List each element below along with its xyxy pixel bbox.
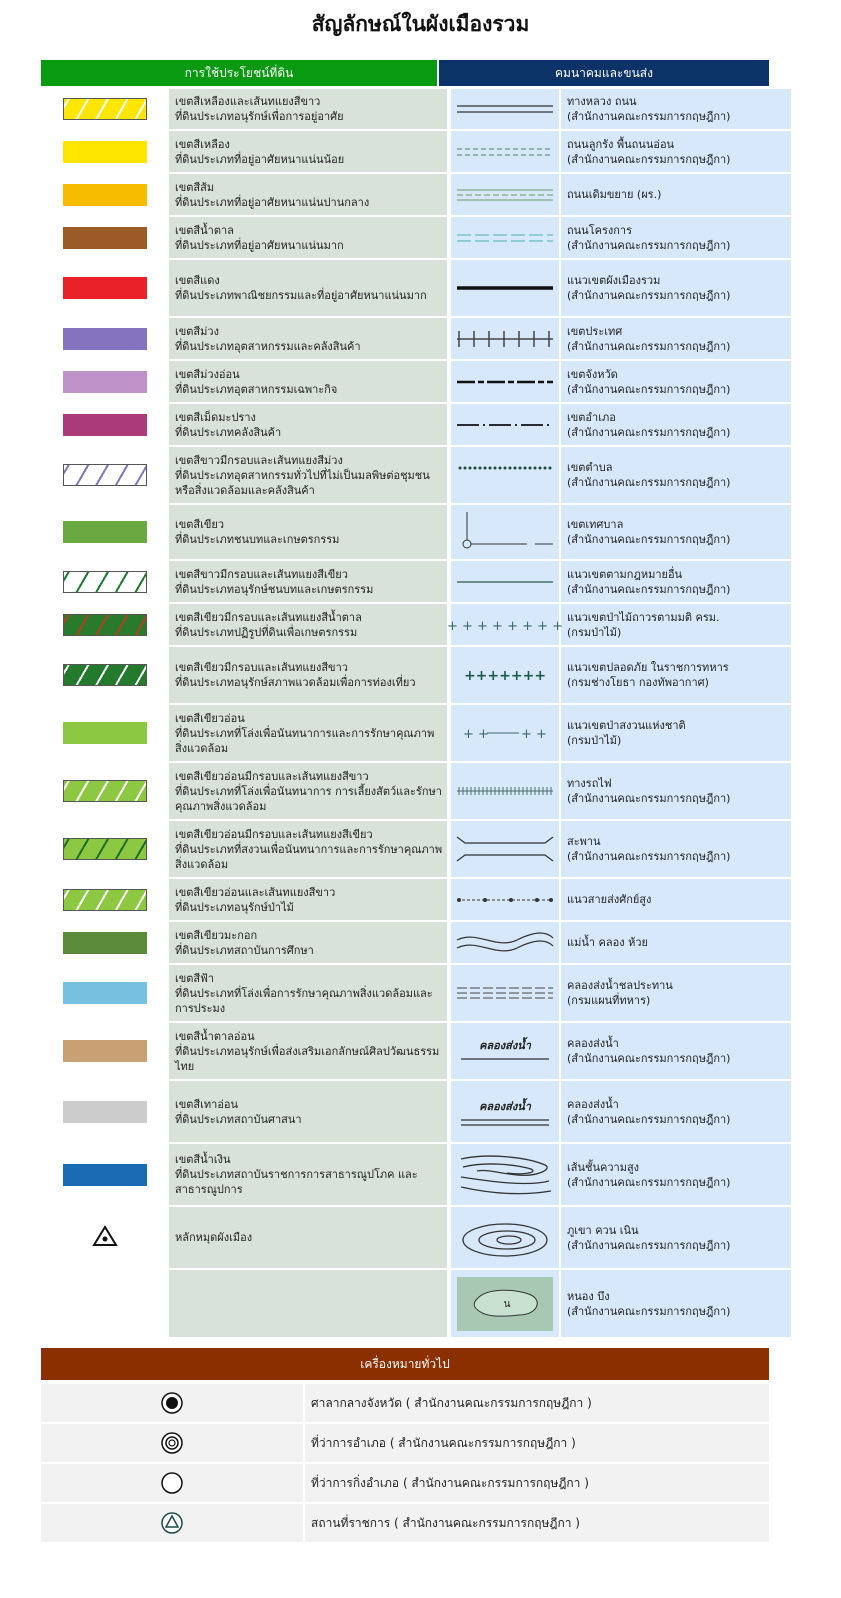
transport-name: แนวเขตปลอดภัย ในราชการทหาร (567, 661, 729, 674)
legend-row (41, 89, 791, 129)
transport-agency: (กรมป่าไม้) (567, 625, 622, 639)
transport-name: ทางหลวง ถนน (567, 95, 637, 108)
widened-road-icon (457, 180, 553, 210)
landuse-symbol-cell (41, 131, 169, 172)
transport-symbol-cell (449, 174, 559, 215)
landuse-text-cell (169, 361, 449, 402)
legend-row (41, 217, 791, 258)
transport-name: เขตประเทศ (567, 324, 623, 338)
transport-text-cell (559, 318, 791, 359)
legend-row (41, 705, 791, 761)
transport-symbol-cell (449, 1270, 559, 1337)
landuse-symbol-cell (41, 447, 169, 503)
landuse-desc: ที่ดินประเภทสถาบันการศึกษา (175, 943, 314, 957)
landuse-desc: ที่ดินประเภทพาณิชยกรรมและที่อยู่อาศัยหนาแน่นมาก (175, 289, 427, 302)
landuse-desc: ที่ดินประเภทชนบทและเกษตรกรรม (175, 533, 340, 546)
mountain-icon (457, 1214, 553, 1262)
landuse-header: การใช้ประโยชน์ที่ดิน (41, 60, 437, 86)
landuse-text-cell (169, 647, 449, 703)
transport-agency: (กรมแผนที่ทหาร) (567, 994, 651, 1007)
landuse-desc: ที่ดินประเภทที่โล่งเพื่อการรักษาคุณภาพสิ่งแวดล้อมและการประมง (175, 986, 433, 1015)
transport-name: ทางรถไฟ (567, 777, 612, 790)
transport-symbol-cell (449, 361, 559, 402)
transport-name: หนอง บึง (567, 1289, 610, 1303)
landuse-swatch (63, 838, 147, 860)
landuse-swatch (63, 371, 147, 393)
landuse-swatch (63, 277, 147, 299)
landuse-name: เขตสีเขียวมีกรอบและเส้นทแยงสีขาว (175, 661, 348, 674)
landuse-desc: ที่ดินประเภทสถาบันราชการการสาธารณูปโภค และสาธารณูปการ (175, 1168, 418, 1196)
transport-header: คมนาคมและขนส่ง (439, 60, 769, 86)
general-row (41, 1384, 769, 1422)
landuse-symbol-cell (41, 1144, 169, 1205)
irrigation-canal-icon (457, 978, 553, 1008)
legend-row (41, 922, 791, 963)
landuse-text-cell (169, 763, 449, 819)
transport-agency: (สำนักงานคณะกรรมการกฤษฎีกา) (567, 1052, 731, 1065)
transport-text-cell (559, 763, 791, 819)
landuse-name: เขตสีเหลืองและเส้นทแยงสีขาว (175, 95, 321, 108)
general-table (41, 1382, 769, 1544)
transport-text-cell (559, 361, 791, 402)
transport-text-cell (559, 1023, 791, 1079)
transport-name: เขตตำบล (567, 461, 613, 474)
transport-text-cell (559, 447, 791, 503)
landuse-symbol-cell (41, 89, 169, 129)
landuse-symbol-cell (41, 821, 169, 877)
landuse-symbol-cell (41, 1207, 169, 1268)
landuse-text-cell (169, 705, 449, 761)
legend-row (41, 447, 791, 503)
municipality-border-icon (457, 510, 553, 554)
district-office-icon (160, 1431, 184, 1455)
general-icon-cell (41, 1504, 305, 1542)
landuse-desc: ที่ดินประเภทอนุรักษ์เพื่อส่งเสริมเอกลักษณ์ศิลปวัฒนธรรมไทย (175, 1044, 440, 1073)
landuse-symbol-cell (41, 1081, 169, 1142)
canal-label-icon-2 (457, 1090, 553, 1134)
legend-row (41, 1144, 791, 1205)
svg-text:คลองส่งน้ำ: คลองส่งน้ำ (479, 1099, 531, 1113)
landuse-desc: ที่ดินประเภทอุตสาหกรรมเฉพาะกิจ (175, 382, 338, 396)
transport-agency: (สำนักงานคณะกรรมการกฤษฎีกา) (567, 1304, 731, 1318)
legend-row (41, 1023, 791, 1079)
landuse-text-cell (169, 260, 449, 316)
landuse-name: เขตสีขาวมีกรอบและเส้นทแยงสีเขียว (175, 567, 348, 581)
legend-row (41, 1270, 791, 1337)
transport-text-cell (559, 217, 791, 258)
contour-icon (457, 1151, 553, 1199)
landuse-symbol-cell (41, 965, 169, 1021)
transport-symbol-cell (446, 604, 564, 645)
general-label: ที่ว่าการอำเภอ ( สำนักงานคณะกรรมการกฤษฎีกา ) (305, 1424, 769, 1462)
national-border-icon (457, 324, 553, 354)
government-office-icon (160, 1511, 184, 1535)
landuse-name: เขตสีเขียวอ่อนและเส้นทแยงสีขาว (175, 885, 336, 899)
legend-row (41, 763, 791, 819)
landuse-name: เขตสีเขียวอ่อนมีกรอบและเส้นทแยงสีเขียว (175, 827, 373, 841)
landuse-symbol-cell (41, 705, 169, 761)
landuse-swatch (63, 982, 147, 1004)
landuse-text-cell (169, 1023, 449, 1079)
svg-text:+++++++: +++++++ (463, 668, 547, 684)
transport-text-cell (559, 505, 791, 559)
landuse-symbol-cell (41, 647, 169, 703)
landuse-text-cell (169, 1081, 449, 1142)
transport-symbol-cell (449, 647, 559, 703)
transport-name: ภูเขา ควน เนิน (567, 1223, 639, 1237)
transport-name: ถนนโครงการ (567, 223, 632, 237)
transport-text-cell (559, 1270, 791, 1337)
national-reserve-icon (457, 718, 553, 748)
transport-agency: (สำนักงานคณะกรรมการกฤษฎีกา) (567, 1238, 731, 1252)
landuse-name: เขตสีเทาอ่อน (175, 1097, 239, 1111)
landuse-swatch (63, 464, 147, 486)
transport-text-cell (559, 922, 791, 963)
landuse-text-cell (169, 821, 449, 877)
landuse-text-cell (169, 131, 449, 172)
transport-name: ถนนเดิมขยาย (ผร.) (567, 188, 662, 201)
landuse-swatch (63, 1040, 147, 1062)
landuse-text-cell (169, 1207, 449, 1268)
svg-text:+ +: + + (521, 727, 547, 742)
transport-name: แม่น้ำ คลอง ห้วย (567, 936, 648, 949)
page-title: สัญลักษณ์ในผังเมืองรวม (311, 12, 530, 36)
transport-agency: (สำนักงานคณะกรรมการกฤษฎีกา) (567, 850, 731, 863)
transport-text-cell (559, 131, 791, 172)
transport-symbol-cell (449, 1081, 559, 1142)
landuse-swatch (63, 1164, 147, 1186)
landuse-name: เขตสีเหลือง (175, 137, 230, 151)
military-safety-icon (457, 660, 553, 690)
landuse-name: เขตสีขาวมีกรอบและเส้นทแยงสีม่วง (175, 453, 343, 467)
transport-agency: (สำนักงานคณะกรรมการกฤษฎีกา) (567, 1112, 731, 1126)
transport-agency: (สำนักงานคณะกรรมการกฤษฎีกา) (567, 582, 731, 596)
bridge-icon (457, 831, 553, 867)
landuse-desc: ที่ดินประเภทปฏิรูปที่ดินเพื่อเกษตรกรรม (175, 625, 358, 639)
transport-symbol-cell (449, 821, 559, 877)
transport-symbol-cell (449, 505, 559, 559)
highway-line-icon (457, 94, 553, 124)
landuse-swatch (63, 932, 147, 954)
landuse-text-cell (169, 1144, 449, 1205)
landuse-text-cell (169, 965, 449, 1021)
transport-symbol-cell (449, 561, 559, 602)
transport-name: แนวสายส่งศักย์สูง (567, 893, 652, 906)
legend-row (41, 965, 791, 1021)
landuse-symbol-cell (41, 763, 169, 819)
general-row (41, 1464, 769, 1502)
transport-name: ถนนลูกรัง พื้นถนนอ่อน (567, 137, 675, 151)
canal-label-icon (457, 1029, 553, 1073)
landuse-text-cell (169, 561, 449, 602)
general-header: เครื่องหมายทั่วไป (41, 1348, 769, 1380)
landuse-symbol-cell (41, 604, 169, 645)
survey-marker-icon (92, 1225, 118, 1247)
legend-row (41, 505, 791, 559)
transport-symbol-cell (449, 879, 559, 920)
landuse-desc: ที่ดินประเภทอุตสาหกรรมทั่วไปที่ไม่เป็นมลพิษต่อชุมชนหรือสิ่งแวดล้อมและคลังสินค้า (175, 468, 430, 497)
landuse-name: เขตสีน้ำเงิน (175, 1153, 231, 1166)
swamp-icon (457, 1277, 553, 1331)
landuse-name: เขตสีเขียวมีกรอบและเส้นทแยงสีน้ำตาล (175, 610, 362, 624)
landuse-symbol-cell (41, 505, 169, 559)
landuse-swatch (63, 571, 147, 593)
landuse-name: เขตสีน้ำตาล (175, 223, 234, 237)
transport-name: เขตอำเภอ (567, 410, 616, 424)
landuse-swatch (63, 227, 147, 249)
transport-name: เส้นชั้นความสูง (567, 1160, 640, 1174)
transport-symbol-cell (449, 1023, 559, 1079)
transport-name: เขตเทศบาล (567, 518, 624, 531)
landuse-name: เขตสีม่วง (175, 324, 219, 338)
landuse-text-cell (169, 879, 449, 920)
landuse-text-cell (169, 174, 449, 215)
transport-name: คลองส่งน้ำ (567, 1097, 619, 1111)
planned-road-icon (457, 223, 553, 253)
landuse-swatch (63, 889, 147, 911)
transport-symbol-cell (449, 705, 559, 761)
transport-name: เขตจังหวัด (567, 367, 618, 381)
power-line-icon (457, 885, 553, 915)
transport-symbol-cell (449, 318, 559, 359)
transport-text-cell (559, 1144, 791, 1205)
landuse-name: เขตสีแดง (175, 274, 220, 287)
general-row (41, 1424, 769, 1462)
legend-row (41, 879, 791, 920)
transport-agency: (สำนักงานคณะกรรมการกฤษฎีกา) (567, 110, 731, 123)
transport-symbol-cell (449, 763, 559, 819)
legend-row (41, 821, 791, 877)
general-icon-cell (41, 1464, 305, 1502)
landuse-symbol-cell (41, 361, 169, 402)
transport-text-cell (559, 260, 791, 316)
svg-text:+ + + + + + + +: + + + + + + + + (446, 618, 564, 634)
legend-row (41, 604, 791, 645)
legend-row (41, 174, 791, 215)
transport-agency: (สำนักงานคณะกรรมการกฤษฎีกา) (567, 425, 731, 439)
landuse-symbol-cell (41, 404, 169, 445)
landuse-swatch (63, 1101, 147, 1123)
transport-agency: (สำนักงานคณะกรรมการกฤษฎีกา) (567, 476, 731, 489)
landuse-desc: ที่ดินประเภทที่อยู่อาศัยหนาแน่นน้อย (175, 152, 345, 166)
permanent-forest-icon (446, 610, 564, 640)
transport-text-cell (559, 561, 791, 602)
landuse-name: เขตสีเขียว (175, 518, 225, 531)
landuse-desc: ที่ดินประเภทคลังสินค้า (175, 425, 282, 439)
landuse-swatch (63, 414, 147, 436)
landuse-symbol-cell (41, 561, 169, 602)
legend-row (41, 1081, 791, 1142)
legend-row (41, 404, 791, 445)
landuse-swatch (63, 141, 147, 163)
legend-row (41, 361, 791, 402)
landuse-name: เขตสีเขียวมะกอก (175, 928, 258, 942)
transport-symbol-cell (449, 1207, 559, 1268)
legend-row (41, 260, 791, 316)
general-row (41, 1504, 769, 1542)
landuse-text-cell (169, 447, 449, 503)
svg-text:+ +: + + (463, 727, 489, 742)
landuse-text-cell (169, 318, 449, 359)
landuse-swatch (63, 664, 147, 686)
transport-name: สะพาน (567, 835, 601, 848)
landuse-symbol-cell (41, 922, 169, 963)
svg-text:คลองส่งน้ำ: คลองส่งน้ำ (479, 1039, 531, 1052)
landuse-name: เขตสีฟ้า (175, 971, 215, 985)
transport-name: คลองส่งน้ำ (567, 1037, 619, 1050)
transport-text-cell (559, 604, 791, 645)
general-label: สถานที่ราชการ ( สำนักงานคณะกรรมการกฤษฎีกา ) (305, 1504, 769, 1542)
landuse-swatch (63, 184, 147, 206)
transport-text-cell (559, 705, 791, 761)
landuse-symbol-cell (41, 174, 169, 215)
river-icon (457, 928, 553, 958)
transport-agency: (สำนักงานคณะกรรมการกฤษฎีกา) (567, 533, 731, 546)
landuse-swatch (63, 328, 147, 350)
transport-text-cell (559, 404, 791, 445)
transport-symbol-cell (449, 922, 559, 963)
landuse-text-cell (169, 922, 449, 963)
landuse-symbol-cell (41, 1270, 169, 1337)
landuse-name: เขตสีส้ม (175, 180, 215, 194)
landuse-desc: ที่ดินประเภทอุตสาหกรรมและคลังสินค้า (175, 339, 361, 353)
general-label: ศาลากลางจังหวัด ( สำนักงานคณะกรรมการกฤษฎีกา ) (305, 1384, 769, 1422)
landuse-name: หลักหมุดผังเมือง (175, 1231, 253, 1244)
subdistrict-border-icon (457, 460, 553, 490)
landuse-desc: ที่ดินประเภทที่อยู่อาศัยหนาแน่นมาก (175, 238, 344, 252)
transport-symbol-cell (449, 89, 559, 129)
transport-symbol-cell (449, 404, 559, 445)
unpaved-road-icon (457, 137, 553, 167)
district-border-icon (457, 410, 553, 440)
landuse-text-cell (169, 604, 449, 645)
transport-name: แนวเขตป่าไม้ถาวรตามมติ ครม. (567, 610, 720, 624)
landuse-symbol-cell (41, 1023, 169, 1079)
railway-icon (457, 776, 553, 806)
landuse-swatch (63, 98, 147, 120)
landuse-text-cell (169, 404, 449, 445)
transport-symbol-cell (449, 217, 559, 258)
landuse-text-cell (169, 89, 449, 129)
landuse-text-cell (169, 1270, 449, 1337)
province-border-icon (457, 367, 553, 397)
landuse-desc: ที่ดินประเภทอนุรักษ์เพื่อการอยู่อาศัย (175, 110, 344, 123)
transport-text-cell (559, 879, 791, 920)
landuse-desc: ที่ดินประเภทที่อยู่อาศัยหนาแน่นปานกลาง (175, 195, 370, 209)
svg-text:น: น (503, 1298, 511, 1310)
other-law-boundary-icon (457, 567, 553, 597)
transport-symbol-cell (449, 131, 559, 172)
transport-name: คลองส่งน้ำชลประทาน (567, 979, 673, 992)
transport-symbol-cell (449, 447, 559, 503)
transport-text-cell (559, 1081, 791, 1142)
landuse-name: เขตสีเม็ดมะปราง (175, 410, 256, 424)
landuse-symbol-cell (41, 260, 169, 316)
transport-agency: (สำนักงานคณะกรรมการกฤษฎีกา) (567, 289, 731, 302)
transport-agency: (สำนักงานคณะกรรมการกฤษฎีกา) (567, 339, 731, 353)
transport-agency: (สำนักงานคณะกรรมการกฤษฎีกา) (567, 238, 731, 252)
transport-name: แนวเขตผังเมืองรวม (567, 274, 661, 287)
landuse-desc: ที่ดินประเภทที่โล่งเพื่อนันทนาการและการรักษาคุณภาพสิ่งแวดล้อม (175, 726, 435, 755)
transport-symbol-cell (449, 260, 559, 316)
landuse-name: เขตสีเขียวอ่อน (175, 711, 245, 725)
landuse-desc: ที่ดินประเภทอนุรักษ์สภาพแวดล้อมเพื่อการท่องเที่ยว (175, 676, 416, 689)
transport-name: แนวเขตป่าสงวนแห่งชาติ (567, 719, 686, 732)
transport-symbol-cell (449, 965, 559, 1021)
landuse-name: เขตสีเขียวอ่อนมีกรอบและเส้นทแยงสีขาว (175, 769, 369, 783)
transport-text-cell (559, 647, 791, 703)
landuse-symbol-cell (41, 879, 169, 920)
landuse-name: เขตสีน้ำตาลอ่อน (175, 1029, 255, 1043)
landuse-text-cell (169, 505, 449, 559)
general-icon-cell (41, 1384, 305, 1422)
transport-name: แนวเขตตามกฎหมายอื่น (567, 567, 683, 581)
transport-agency: (สำนักงานคณะกรรมการกฤษฎีกา) (567, 382, 731, 396)
legend-row (41, 1207, 791, 1268)
landuse-swatch (63, 722, 147, 744)
transport-text-cell (559, 89, 791, 129)
landuse-text-cell (169, 217, 449, 258)
legend-table (41, 87, 791, 1339)
transport-text-cell (559, 174, 791, 215)
transport-agency: (กรมป่าไม้) (567, 734, 622, 747)
legend-row (41, 561, 791, 602)
transport-agency: (กรมช่างโยธา กองทัพอากาศ) (567, 676, 709, 689)
landuse-swatch (63, 780, 147, 802)
transport-symbol-cell (449, 1144, 559, 1205)
landuse-desc: ที่ดินประเภทที่สงวนเพื่อนันทนาการและการรักษาคุณภาพสิ่งแวดล้อม (175, 842, 443, 871)
transport-text-cell (559, 1207, 791, 1268)
transport-text-cell (559, 821, 791, 877)
transport-text-cell (559, 965, 791, 1021)
province-hall-icon (160, 1391, 184, 1415)
landuse-symbol-cell (41, 318, 169, 359)
landuse-name: เขตสีม่วงอ่อน (175, 367, 240, 381)
general-icon-cell (41, 1424, 305, 1462)
minor-district-office-icon (160, 1471, 184, 1495)
landuse-symbol-cell (41, 217, 169, 258)
legend-row (41, 647, 791, 703)
landuse-swatch (63, 614, 147, 636)
transport-agency: (สำนักงานคณะกรรมการกฤษฎีกา) (567, 1175, 731, 1189)
legend-row (41, 318, 791, 359)
transport-agency: (สำนักงานคณะกรรมการกฤษฎีกา) (567, 152, 731, 166)
landuse-desc: ที่ดินประเภทอนุรักษ์ป่าไม้ (175, 900, 294, 914)
transport-agency: (สำนักงานคณะกรรมการกฤษฎีกา) (567, 792, 731, 805)
landuse-desc: ที่ดินประเภทที่โล่งเพื่อนันทนาการ การเลี้ยงสัตว์และรักษาคุณภาพสิ่งแวดล้อม (175, 784, 442, 813)
plan-boundary-icon (457, 273, 553, 303)
landuse-desc: ที่ดินประเภทสถาบันศาสนา (175, 1112, 302, 1126)
landuse-swatch (63, 521, 147, 543)
legend-row (41, 131, 791, 172)
landuse-desc: ที่ดินประเภทอนุรักษ์ชนบทและเกษตรกรรม (175, 582, 374, 596)
general-label: ที่ว่าการกิ่งอำเภอ ( สำนักงานคณะกรรมการกฤษฎีกา ) (305, 1464, 769, 1502)
